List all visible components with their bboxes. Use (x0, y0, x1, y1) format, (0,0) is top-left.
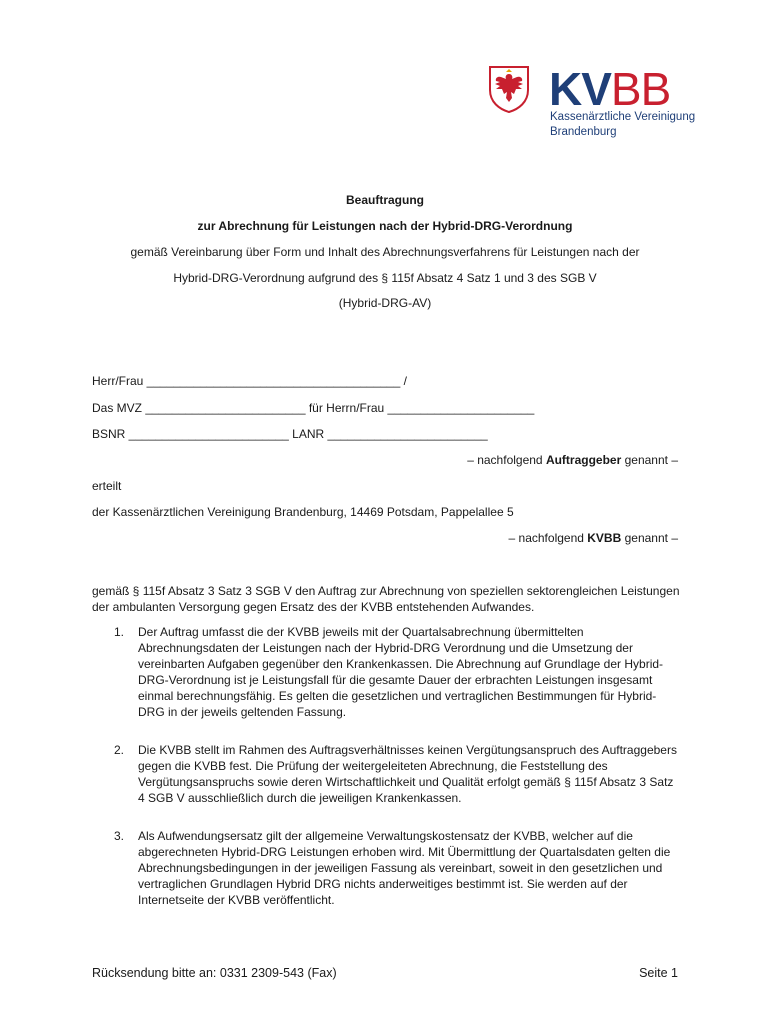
header-line-2: Hybrid-DRG-Verordnung aufgrund des § 115f Absatz 4 Satz 1 und 3 des SGB V (173, 271, 597, 285)
kvbb-bold: KVBB (587, 531, 622, 545)
page-number: Seite 1 (639, 966, 678, 980)
kvbb-suffix: genannt – (621, 531, 678, 545)
item-number: 3. (114, 829, 125, 843)
logo-subtitle (550, 110, 695, 140)
auftraggeber-bold: Auftraggeber (545, 453, 622, 467)
header-line-1: gemäß Vereinbarung über Form und Inhalt des Abrechnungsverfahrens für Leistungen nach der (130, 245, 640, 259)
bsnr-lanr-field[interactable]: BSNR ________________________ LANR ________________________ (92, 427, 488, 441)
logo-subtitle-line1: Kassenärztliche Vereinigung (550, 111, 696, 123)
kvbb-note (509, 531, 678, 545)
terms-list (92, 624, 682, 930)
auftraggeber-note (467, 453, 678, 467)
brandenburg-coat-of-arms-icon (487, 64, 531, 114)
list-item (92, 624, 682, 720)
footer-fax: Rücksendung bitte an: 0331 2309-543 (Fax) (92, 966, 337, 980)
document-title: Beauftragung (346, 193, 424, 207)
document-subtitle: zur Abrechnung für Leistungen nach der Hybrid-DRG-Verordnung (197, 219, 573, 233)
list-item (92, 742, 682, 806)
wordmark-kv: KV (549, 63, 611, 115)
intro-paragraph: gemäß § 115f Absatz 3 Satz 3 SGB V den Auftrag zur Abrechnung von speziellen sektorengleichen Leistungen der ambulanten Versorgung gegen Ersatz des der KVBB entstehenden Aufwandes. (92, 584, 680, 614)
list-item (92, 828, 682, 908)
item-number: 1. (114, 625, 125, 639)
kvbb-prefix: – nachfolgend (508, 531, 588, 545)
item-number: 2. (114, 743, 125, 757)
erteilt-text: erteilt (92, 479, 122, 493)
item-text: Als Aufwendungsersatz gilt der allgemeine Verwaltungskostensatz der KVBB, welcher auf die abgerechneten Hybrid-DRG Leistungen erhoben wird. Mit Übermittlung der Quartalsdaten gelten die Abrechnungsbedingungen in der jeweiligen Fassung als vereinbart, soweit in den gesetzlichen und vertraglichen Grundlagen Hybrid DRG nichts anderweitiges bestimmt ist. Sie werden auf der Internetseite der KVBB veröffentlicht. (138, 829, 671, 907)
header-line-3: (Hybrid-DRG-AV) (338, 296, 432, 310)
kv-address: der Kassenärztlichen Vereinigung Brandenburg, 14469 Potsdam, Pappelallee 5 (92, 505, 514, 519)
item-text: Die KVBB stellt im Rahmen des Auftragsverhältnisses keinen Vergütungsanspruch des Auftraggebers gegen die KVBB fest. Die Prüfung der weitergeleiteten Abrechnung, die Feststellung des Vergütungsanspruchs sowie deren Wirtschaftlichkeit und Qualität erfolgt gemäß § 115f Absatz 3 Satz 4 SGB V ausschließlich durch die jeweiligen Krankenkassen. (138, 743, 677, 805)
item-text: Der Auftrag umfasst die der KVBB jeweils mit der Quartalsabrechnung übermittelten Abrechnungsdaten der Leistungen nach der Hybrid-DRG Verordnung und die Umsetzung der vereinbarten Aufgaben gegenüber den Krankenkassen. Die Abrechnung auf Grundlage der Hybrid-DRG-Verordnung ist je Leistungsfall für die gesamte Dauer der erbrachten Leistungen insgesamt einmal berechnungsfähig. Es gelten die gesetzlichen und vertraglichen Bestimmungen für Hybrid-DRG in der jeweils geltenden Fassung. (138, 625, 664, 719)
logo-subtitle-line2: Brandenburg (550, 126, 617, 138)
herr-frau-field[interactable]: Herr/Frau ______________________________________ / (92, 374, 407, 388)
wordmark-bb: BB (610, 63, 671, 115)
kvbb-wordmark (549, 63, 671, 115)
auftraggeber-prefix: – nachfolgend (467, 453, 546, 467)
auftraggeber-suffix: genannt – (621, 453, 678, 467)
mvz-field[interactable]: Das MVZ ________________________ für Herrn/Frau ______________________ (92, 401, 535, 415)
